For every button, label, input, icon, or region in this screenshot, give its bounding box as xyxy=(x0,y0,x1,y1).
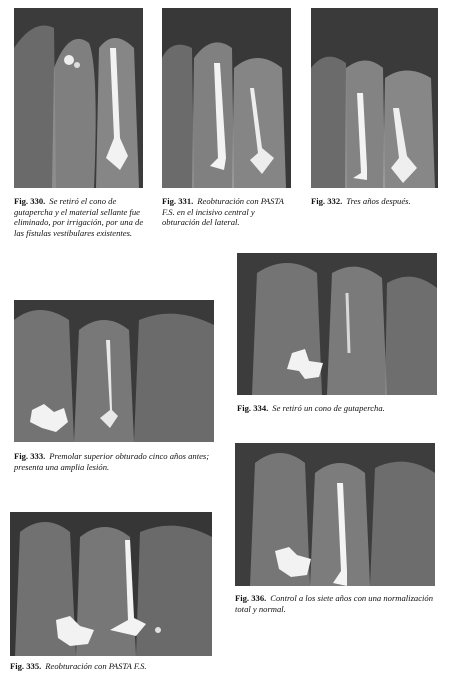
radiograph-fig-335 xyxy=(10,512,212,656)
figure-caption-text: Tres años después. xyxy=(346,196,411,206)
caption-fig-334 xyxy=(237,403,437,414)
figure-number: Fig. 336. xyxy=(235,593,267,603)
radiograph-fig-330 xyxy=(14,8,143,188)
figure-number: Fig. 335. xyxy=(10,661,42,671)
figure-caption-text: Control a los siete años con una normalización total y normal. xyxy=(235,593,434,614)
radiograph-fig-334 xyxy=(237,253,437,395)
caption-fig-330 xyxy=(14,196,144,239)
caption-fig-331 xyxy=(162,196,292,228)
figure-number: Fig. 334. xyxy=(237,403,269,413)
radiograph-fig-336 xyxy=(235,443,435,586)
caption-fig-336 xyxy=(235,593,435,614)
caption-fig-333 xyxy=(14,451,214,472)
radiograph-fig-333 xyxy=(14,300,214,442)
caption-fig-335 xyxy=(10,661,260,672)
figure-caption-text: Se retiró el cono de gutapercha y el material sellante fue eliminado, por irrigación, por una de las fístulas vestibulares existentes. xyxy=(14,196,144,239)
radiograph-fig-331 xyxy=(162,8,291,188)
figure-number: Fig. 332. xyxy=(311,196,343,206)
figure-number: Fig. 330. xyxy=(14,196,46,206)
figure-caption-text: Reobturación con PASTA F.S. xyxy=(45,661,147,671)
figure-caption-text: Reobturación con PASTA F.S. en el incisivo central y obturación del lateral. xyxy=(162,196,284,228)
figure-number: Fig. 333. xyxy=(14,451,46,461)
figure-number: Fig. 331. xyxy=(162,196,194,206)
caption-fig-332 xyxy=(311,196,439,207)
figure-caption-text: Se retiró un cono de gutapercha. xyxy=(272,403,385,413)
radiograph-fig-332 xyxy=(311,8,438,188)
figure-caption-text: Premolar superior obturado cinco años antes; presenta una amplia lesión. xyxy=(14,451,210,472)
